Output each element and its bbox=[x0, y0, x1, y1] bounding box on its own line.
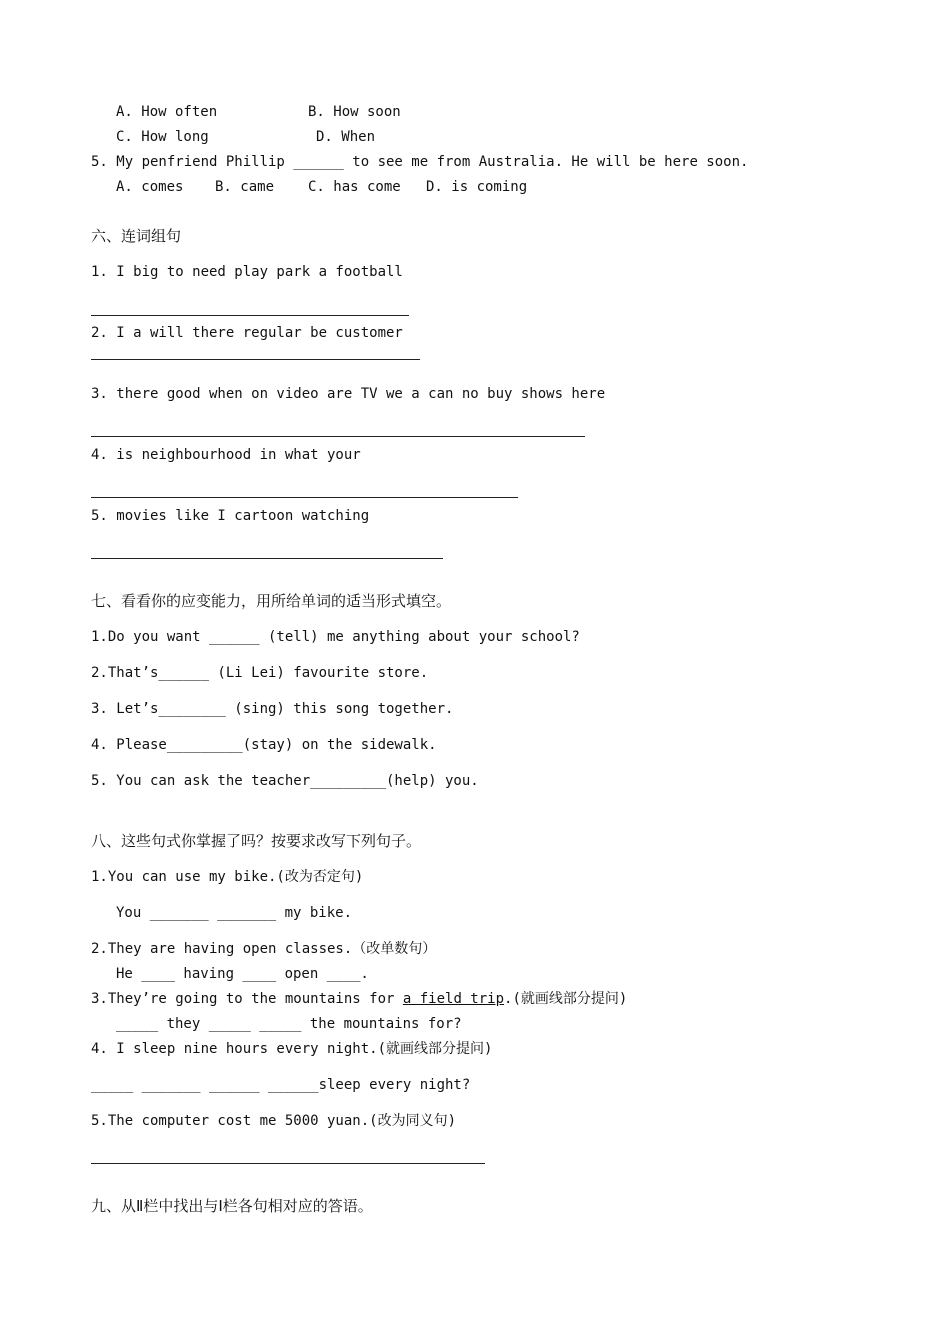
section8-q1: 1.You can use my bike.(改为否定句) bbox=[91, 869, 364, 885]
answer-line-6-5 bbox=[91, 558, 443, 559]
section8-q3-pre: 3.They’re going to the mountains for bbox=[91, 991, 403, 1007]
answer-line-6-4 bbox=[91, 497, 518, 498]
section7-item-4: 4. Please_________(stay) on the sidewalk. bbox=[91, 737, 437, 753]
answer-line-8-5 bbox=[91, 1163, 485, 1164]
section6-item-2: 2. I a will there regular be customer bbox=[91, 325, 403, 341]
section6-title: 六、连词组句 bbox=[91, 227, 182, 245]
q5-option-d: D. is coming bbox=[426, 179, 528, 195]
answer-line-6-3 bbox=[91, 436, 585, 437]
section7-item-1: 1.Do you want ______ (tell) me anything about your school? bbox=[91, 629, 580, 645]
q4-option-d: D. When bbox=[316, 129, 376, 145]
q5-option-c: C. has come bbox=[308, 179, 401, 195]
section9-title: 九、从Ⅱ栏中找出与Ⅰ栏各句相对应的答语。 bbox=[91, 1197, 373, 1215]
section8-q4-answer: _____ _______ ______ ______sleep every night? bbox=[91, 1077, 471, 1093]
section7-item-2: 2.That’s______ (Li Lei) favourite store. bbox=[91, 665, 429, 681]
section6-item-5: 5. movies like I cartoon watching bbox=[91, 508, 370, 524]
q4-option-c: C. How long bbox=[116, 129, 209, 145]
section8-q3 bbox=[91, 990, 627, 1008]
section6-item-3: 3. there good when on video are TV we a can no buy shows here bbox=[91, 386, 606, 402]
answer-line-6-2 bbox=[91, 359, 420, 360]
section7-item-3: 3. Let’s________ (sing) this song together. bbox=[91, 701, 454, 717]
section8-q4: 4. I sleep nine hours every night.(就画线部分提问) bbox=[91, 1041, 493, 1057]
q5-stem: 5. My penfriend Phillip ______ to see me from Australia. He will be here soon. bbox=[91, 154, 749, 170]
section8-q3-post: .(就画线部分提问) bbox=[504, 991, 628, 1007]
q5-option-b: B. came bbox=[215, 179, 275, 195]
section8-q2-answer: He ____ having ____ open ____. bbox=[116, 966, 369, 982]
section8-q1-answer: You _______ _______ my bike. bbox=[116, 905, 353, 921]
section8-q3-answer: _____ they _____ _____ the mountains for? bbox=[116, 1016, 462, 1032]
section6-item-4: 4. is neighbourhood in what your bbox=[91, 447, 361, 463]
section8-q2: 2.They are having open classes.（改单数句） bbox=[91, 941, 437, 957]
q4-option-a: A. How often bbox=[116, 104, 218, 120]
section8-q3-underlined: a field trip bbox=[402, 991, 505, 1007]
section6-item-1: 1. I big to need play park a football bbox=[91, 264, 403, 280]
section8-q5: 5.The computer cost me 5000 yuan.(改为同义句) bbox=[91, 1113, 457, 1129]
q5-option-a: A. comes bbox=[116, 179, 184, 195]
section8-title: 八、这些句式你掌握了吗？按要求改写下列句子。 bbox=[91, 832, 422, 850]
section7-item-5: 5. You can ask the teacher_________(help) you. bbox=[91, 773, 479, 789]
section7-title: 七、看看你的应变能力，用所给单词的适当形式填空。 bbox=[91, 592, 452, 610]
q4-option-b: B. How soon bbox=[308, 104, 401, 120]
answer-line-6-1 bbox=[91, 315, 409, 316]
